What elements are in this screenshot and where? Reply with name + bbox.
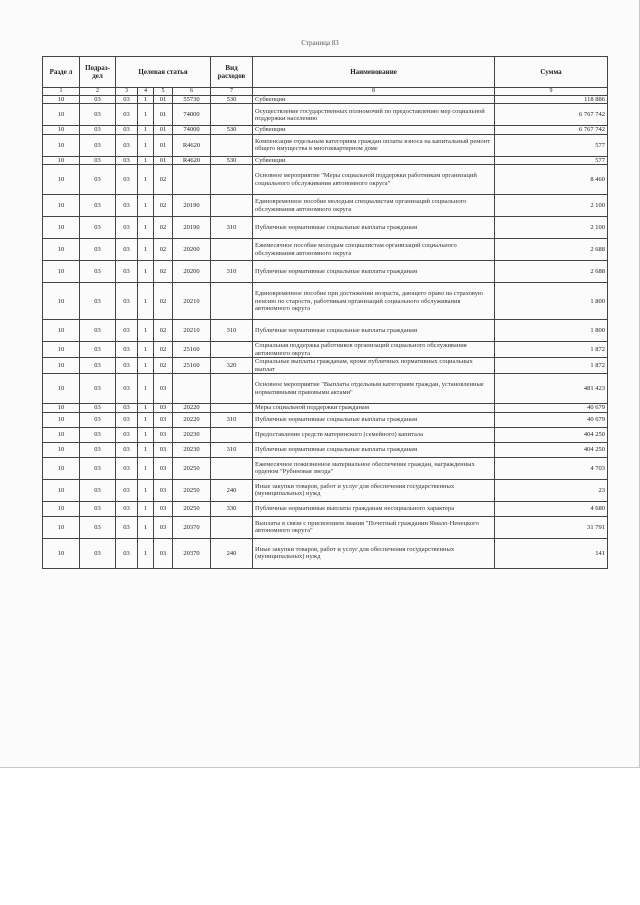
cs-event-cell: 02 bbox=[154, 195, 173, 217]
cs-event-cell: 03 bbox=[154, 501, 173, 516]
summa-cell: 6 767 742 bbox=[495, 104, 608, 126]
header-summa: Сумма bbox=[495, 57, 608, 88]
table-row bbox=[43, 342, 608, 358]
cs-program-cell: 03 bbox=[116, 516, 138, 538]
column-number: 5 bbox=[154, 88, 173, 96]
podrazdel-cell: 03 bbox=[80, 538, 116, 568]
cs-subprogram-cell: 1 bbox=[138, 516, 154, 538]
column-number-row bbox=[43, 88, 608, 96]
cs-direction-cell: 20370 bbox=[173, 538, 211, 568]
podrazdel-cell: 03 bbox=[80, 134, 116, 156]
razdel-cell: 10 bbox=[43, 134, 80, 156]
summa-cell: 481 423 bbox=[495, 374, 608, 404]
podrazdel-cell: 03 bbox=[80, 96, 116, 104]
cs-event-cell: 01 bbox=[154, 134, 173, 156]
cs-event-cell: 03 bbox=[154, 427, 173, 442]
cs-program-cell: 03 bbox=[116, 457, 138, 479]
table-row bbox=[43, 126, 608, 134]
razdel-cell: 10 bbox=[43, 457, 80, 479]
cs-program-cell: 03 bbox=[116, 412, 138, 427]
cs-direction-cell: R4620 bbox=[173, 156, 211, 164]
podrazdel-cell: 03 bbox=[80, 165, 116, 195]
cs-direction-cell: 74000 bbox=[173, 104, 211, 126]
cs-program-cell: 03 bbox=[116, 96, 138, 104]
podrazdel-cell: 03 bbox=[80, 126, 116, 134]
cs-direction-cell: 20190 bbox=[173, 217, 211, 239]
razdel-cell: 10 bbox=[43, 165, 80, 195]
naimenovanie-cell: Иные закупки товаров, работ и услуг для обеспечения государственных (муниципальных) нужд bbox=[253, 479, 495, 501]
budget-table bbox=[42, 56, 608, 569]
cs-subprogram-cell: 1 bbox=[138, 479, 154, 501]
razdel-cell: 10 bbox=[43, 342, 80, 358]
cs-direction-cell: 55730 bbox=[173, 96, 211, 104]
naimenovanie-cell: Ежемесячное пособие молодым специалистам организаций социального обслуживания автономного округа bbox=[253, 239, 495, 261]
table-row bbox=[43, 404, 608, 412]
cs-program-cell: 03 bbox=[116, 442, 138, 457]
summa-cell: 4 703 bbox=[495, 457, 608, 479]
summa-cell: 2 100 bbox=[495, 217, 608, 239]
cs-direction-cell: 20190 bbox=[173, 195, 211, 217]
summa-cell: 118 886 bbox=[495, 96, 608, 104]
cs-subprogram-cell: 1 bbox=[138, 412, 154, 427]
vid-rashodov-cell bbox=[211, 283, 253, 320]
cs-subprogram-cell: 1 bbox=[138, 156, 154, 164]
podrazdel-cell: 03 bbox=[80, 374, 116, 404]
cs-subprogram-cell: 1 bbox=[138, 165, 154, 195]
cs-event-cell: 03 bbox=[154, 412, 173, 427]
naimenovanie-cell: Субвенции bbox=[253, 156, 495, 164]
cs-direction-cell: 20250 bbox=[173, 479, 211, 501]
razdel-cell: 10 bbox=[43, 96, 80, 104]
naimenovanie-cell: Единовременное пособие при достижении возраста, дающего право на страховую пенсию по старости, работникам организаций социального обслуживания автономного округа bbox=[253, 283, 495, 320]
razdel-cell: 10 bbox=[43, 217, 80, 239]
summa-cell: 4 680 bbox=[495, 501, 608, 516]
razdel-cell: 10 bbox=[43, 156, 80, 164]
podrazdel-cell: 03 bbox=[80, 320, 116, 342]
razdel-cell: 10 bbox=[43, 239, 80, 261]
cs-subprogram-cell: 1 bbox=[138, 195, 154, 217]
razdel-cell: 10 bbox=[43, 283, 80, 320]
naimenovanie-cell: Ежемесячное пожизненное материальное обеспечение граждан, награжденных орденом "Рубиновая звезда" bbox=[253, 457, 495, 479]
naimenovanie-cell: Публичные нормативные социальные выплаты гражданам bbox=[253, 261, 495, 283]
table-row bbox=[43, 96, 608, 104]
summa-cell: 404 250 bbox=[495, 442, 608, 457]
cs-event-cell: 02 bbox=[154, 342, 173, 358]
cs-event-cell: 01 bbox=[154, 156, 173, 164]
table-row bbox=[43, 427, 608, 442]
column-number: 3 bbox=[116, 88, 138, 96]
cs-subprogram-cell: 1 bbox=[138, 358, 154, 374]
cs-program-cell: 03 bbox=[116, 261, 138, 283]
table-row bbox=[43, 195, 608, 217]
table-row bbox=[43, 239, 608, 261]
column-number: 1 bbox=[43, 88, 80, 96]
cs-program-cell: 03 bbox=[116, 358, 138, 374]
vid-rashodov-cell bbox=[211, 342, 253, 358]
column-number: 8 bbox=[253, 88, 495, 96]
header-podrazdel: Подраз- дел bbox=[80, 57, 116, 88]
cs-direction-cell bbox=[173, 374, 211, 404]
cs-subprogram-cell: 1 bbox=[138, 217, 154, 239]
summa-cell: 40 679 bbox=[495, 404, 608, 412]
column-number: 4 bbox=[138, 88, 154, 96]
summa-cell: 577 bbox=[495, 156, 608, 164]
naimenovanie-cell: Публичные нормативные выплаты гражданам несоциального характера bbox=[253, 501, 495, 516]
podrazdel-cell: 03 bbox=[80, 427, 116, 442]
razdel-cell: 10 bbox=[43, 442, 80, 457]
cs-subprogram-cell: 1 bbox=[138, 538, 154, 568]
column-number: 7 bbox=[211, 88, 253, 96]
cs-program-cell: 03 bbox=[116, 217, 138, 239]
summa-cell: 6 767 742 bbox=[495, 126, 608, 134]
podrazdel-cell: 03 bbox=[80, 442, 116, 457]
vid-rashodov-cell bbox=[211, 239, 253, 261]
cs-direction-cell: 20230 bbox=[173, 427, 211, 442]
cs-direction-cell: 25160 bbox=[173, 358, 211, 374]
vid-rashodov-cell bbox=[211, 165, 253, 195]
cs-direction-cell: 20370 bbox=[173, 516, 211, 538]
cs-event-cell: 01 bbox=[154, 126, 173, 134]
vid-rashodov-cell: 530 bbox=[211, 156, 253, 164]
cs-direction-cell: 20210 bbox=[173, 320, 211, 342]
razdel-cell: 10 bbox=[43, 320, 80, 342]
vid-rashodov-cell bbox=[211, 404, 253, 412]
podrazdel-cell: 03 bbox=[80, 412, 116, 427]
naimenovanie-cell: Публичные нормативные социальные выплаты гражданам bbox=[253, 442, 495, 457]
cs-event-cell: 02 bbox=[154, 320, 173, 342]
column-number: 2 bbox=[80, 88, 116, 96]
cs-event-cell: 01 bbox=[154, 104, 173, 126]
naimenovanie-cell: Субвенции bbox=[253, 96, 495, 104]
cs-program-cell: 03 bbox=[116, 479, 138, 501]
naimenovanie-cell: Осуществление государственных полномочий по предоставлению мер социальной поддержки населению bbox=[253, 104, 495, 126]
cs-direction-cell: 20200 bbox=[173, 239, 211, 261]
cs-program-cell: 03 bbox=[116, 404, 138, 412]
naimenovanie-cell: Публичные нормативные социальные выплаты гражданам bbox=[253, 217, 495, 239]
vid-rashodov-cell: 310 bbox=[211, 261, 253, 283]
podrazdel-cell: 03 bbox=[80, 261, 116, 283]
cs-event-cell: 02 bbox=[154, 217, 173, 239]
cs-subprogram-cell: 1 bbox=[138, 261, 154, 283]
cs-subprogram-cell: 1 bbox=[138, 283, 154, 320]
razdel-cell: 10 bbox=[43, 479, 80, 501]
table-row bbox=[43, 165, 608, 195]
naimenovanie-cell: Компенсация отдельным категориям граждан оплаты взноса на капитальный ремонт общего имущества в многоквартирном доме bbox=[253, 134, 495, 156]
podrazdel-cell: 03 bbox=[80, 479, 116, 501]
cs-subprogram-cell: 1 bbox=[138, 239, 154, 261]
podrazdel-cell: 03 bbox=[80, 358, 116, 374]
cs-subprogram-cell: 1 bbox=[138, 457, 154, 479]
summa-cell: 1 872 bbox=[495, 342, 608, 358]
cs-direction-cell: 20210 bbox=[173, 283, 211, 320]
summa-cell: 404 250 bbox=[495, 427, 608, 442]
cs-program-cell: 03 bbox=[116, 427, 138, 442]
header-celevaya-statya: Целевая статья bbox=[116, 57, 211, 88]
vid-rashodov-cell bbox=[211, 374, 253, 404]
table-row bbox=[43, 374, 608, 404]
podrazdel-cell: 03 bbox=[80, 104, 116, 126]
naimenovanie-cell: Основное мероприятие "Выплаты отдельным категориям граждан, установленные нормативными правовыми актами" bbox=[253, 374, 495, 404]
cs-subprogram-cell: 1 bbox=[138, 96, 154, 104]
cs-subprogram-cell: 1 bbox=[138, 342, 154, 358]
podrazdel-cell: 03 bbox=[80, 342, 116, 358]
cs-subprogram-cell: 1 bbox=[138, 126, 154, 134]
table-row bbox=[43, 261, 608, 283]
cs-event-cell: 01 bbox=[154, 96, 173, 104]
cs-event-cell: 03 bbox=[154, 404, 173, 412]
page-number: Страница 83 bbox=[301, 39, 339, 47]
cs-direction-cell: 25160 bbox=[173, 342, 211, 358]
razdel-cell: 10 bbox=[43, 358, 80, 374]
cs-program-cell: 03 bbox=[116, 195, 138, 217]
table-row bbox=[43, 358, 608, 374]
cs-program-cell: 03 bbox=[116, 126, 138, 134]
cs-program-cell: 03 bbox=[116, 165, 138, 195]
cs-subprogram-cell: 1 bbox=[138, 427, 154, 442]
podrazdel-cell: 03 bbox=[80, 156, 116, 164]
vid-rashodov-cell bbox=[211, 427, 253, 442]
cs-subprogram-cell: 1 bbox=[138, 404, 154, 412]
naimenovanie-cell: Основное мероприятие "Меры социальной поддержки работникам организаций социального обслуживания автономного округа" bbox=[253, 165, 495, 195]
cs-program-cell: 03 bbox=[116, 134, 138, 156]
cs-program-cell: 03 bbox=[116, 374, 138, 404]
table-row bbox=[43, 217, 608, 239]
cs-program-cell: 03 bbox=[116, 538, 138, 568]
cs-direction-cell: 20220 bbox=[173, 404, 211, 412]
podrazdel-cell: 03 bbox=[80, 195, 116, 217]
razdel-cell: 10 bbox=[43, 427, 80, 442]
cs-event-cell: 03 bbox=[154, 538, 173, 568]
summa-cell: 141 bbox=[495, 538, 608, 568]
table-row bbox=[43, 479, 608, 501]
cs-program-cell: 03 bbox=[116, 283, 138, 320]
cs-direction-cell: 20250 bbox=[173, 501, 211, 516]
summa-cell: 8 460 bbox=[495, 165, 608, 195]
table-row bbox=[43, 516, 608, 538]
podrazdel-cell: 03 bbox=[80, 283, 116, 320]
naimenovanie-cell: Единовременное пособие молодым специалистам организаций социального обслуживания автономного округа bbox=[253, 195, 495, 217]
table-row bbox=[43, 442, 608, 457]
podrazdel-cell: 03 bbox=[80, 516, 116, 538]
table-row bbox=[43, 320, 608, 342]
cs-program-cell: 03 bbox=[116, 104, 138, 126]
vid-rashodov-cell bbox=[211, 104, 253, 126]
podrazdel-cell: 03 bbox=[80, 501, 116, 516]
cs-subprogram-cell: 1 bbox=[138, 104, 154, 126]
vid-rashodov-cell: 320 bbox=[211, 358, 253, 374]
summa-cell: 1 800 bbox=[495, 320, 608, 342]
razdel-cell: 10 bbox=[43, 501, 80, 516]
cs-subprogram-cell: 1 bbox=[138, 134, 154, 156]
vid-rashodov-cell bbox=[211, 195, 253, 217]
summa-cell: 2 100 bbox=[495, 195, 608, 217]
summa-cell: 23 bbox=[495, 479, 608, 501]
summa-cell: 1 872 bbox=[495, 358, 608, 374]
vid-rashodov-cell: 310 bbox=[211, 412, 253, 427]
vid-rashodov-cell: 310 bbox=[211, 217, 253, 239]
naimenovanie-cell: Меры социальной поддержки гражданам bbox=[253, 404, 495, 412]
vid-rashodov-cell bbox=[211, 457, 253, 479]
cs-direction-cell: 74000 bbox=[173, 126, 211, 134]
cs-program-cell: 03 bbox=[116, 342, 138, 358]
table-row bbox=[43, 283, 608, 320]
summa-cell: 31 791 bbox=[495, 516, 608, 538]
naimenovanie-cell: Предоставление средств материнского (семейного) капитала bbox=[253, 427, 495, 442]
cs-direction-cell: 20250 bbox=[173, 457, 211, 479]
cs-program-cell: 03 bbox=[116, 156, 138, 164]
naimenovanie-cell: Публичные нормативные социальные выплаты гражданам bbox=[253, 412, 495, 427]
razdel-cell: 10 bbox=[43, 412, 80, 427]
cs-subprogram-cell: 1 bbox=[138, 320, 154, 342]
cs-event-cell: 02 bbox=[154, 165, 173, 195]
vid-rashodov-cell: 310 bbox=[211, 320, 253, 342]
summa-cell: 2 688 bbox=[495, 261, 608, 283]
razdel-cell: 10 bbox=[43, 104, 80, 126]
cs-program-cell: 03 bbox=[116, 501, 138, 516]
vid-rashodov-cell: 530 bbox=[211, 126, 253, 134]
vid-rashodov-cell: 530 bbox=[211, 96, 253, 104]
razdel-cell: 10 bbox=[43, 261, 80, 283]
summa-cell: 577 bbox=[495, 134, 608, 156]
table-row bbox=[43, 134, 608, 156]
podrazdel-cell: 03 bbox=[80, 457, 116, 479]
summa-cell: 40 679 bbox=[495, 412, 608, 427]
column-number: 6 bbox=[173, 88, 211, 96]
header-vid-rashodov: Вид расходов bbox=[211, 57, 253, 88]
cs-event-cell: 02 bbox=[154, 358, 173, 374]
table-row bbox=[43, 104, 608, 126]
cs-program-cell: 03 bbox=[116, 320, 138, 342]
cs-event-cell: 02 bbox=[154, 283, 173, 320]
cs-subprogram-cell: 1 bbox=[138, 501, 154, 516]
cs-direction-cell: 20230 bbox=[173, 442, 211, 457]
razdel-cell: 10 bbox=[43, 374, 80, 404]
naimenovanie-cell: Социальные выплаты гражданам, кроме публичных нормативных социальных выплат bbox=[253, 358, 495, 374]
naimenovanie-cell: Выплаты в связи с присвоением звания "Почетный гражданин Ямало-Ненецкого автономного округа" bbox=[253, 516, 495, 538]
cs-direction-cell: R4620 bbox=[173, 134, 211, 156]
razdel-cell: 10 bbox=[43, 516, 80, 538]
vid-rashodov-cell: 240 bbox=[211, 538, 253, 568]
header-razdel: Разде л bbox=[43, 57, 80, 88]
table-row bbox=[43, 412, 608, 427]
vid-rashodov-cell bbox=[211, 516, 253, 538]
razdel-cell: 10 bbox=[43, 126, 80, 134]
table-row bbox=[43, 457, 608, 479]
cs-event-cell: 02 bbox=[154, 261, 173, 283]
naimenovanie-cell: Иные закупки товаров, работ и услуг для обеспечения государственных (муниципальных) нужд bbox=[253, 538, 495, 568]
cs-direction-cell: 20220 bbox=[173, 412, 211, 427]
cs-event-cell: 03 bbox=[154, 479, 173, 501]
table-row bbox=[43, 538, 608, 568]
vid-rashodov-cell: 330 bbox=[211, 501, 253, 516]
header-row bbox=[43, 57, 608, 88]
vid-rashodov-cell: 240 bbox=[211, 479, 253, 501]
cs-event-cell: 03 bbox=[154, 374, 173, 404]
summa-cell: 2 688 bbox=[495, 239, 608, 261]
podrazdel-cell: 03 bbox=[80, 217, 116, 239]
razdel-cell: 10 bbox=[43, 538, 80, 568]
vid-rashodov-cell bbox=[211, 134, 253, 156]
summa-cell: 1 800 bbox=[495, 283, 608, 320]
table-row bbox=[43, 501, 608, 516]
razdel-cell: 10 bbox=[43, 404, 80, 412]
naimenovanie-cell: Субвенции bbox=[253, 126, 495, 134]
podrazdel-cell: 03 bbox=[80, 404, 116, 412]
column-number: 9 bbox=[495, 88, 608, 96]
naimenovanie-cell: Публичные нормативные социальные выплаты гражданам bbox=[253, 320, 495, 342]
podrazdel-cell: 03 bbox=[80, 239, 116, 261]
cs-subprogram-cell: 1 bbox=[138, 374, 154, 404]
cs-direction-cell bbox=[173, 165, 211, 195]
cs-subprogram-cell: 1 bbox=[138, 442, 154, 457]
cs-event-cell: 03 bbox=[154, 457, 173, 479]
naimenovanie-cell: Социальная поддержка работников организаций социального обслуживания автономного округа bbox=[253, 342, 495, 358]
table-row bbox=[43, 156, 608, 164]
razdel-cell: 10 bbox=[43, 195, 80, 217]
header-naimenovanie: Наименование bbox=[253, 57, 495, 88]
vid-rashodov-cell: 310 bbox=[211, 442, 253, 457]
cs-event-cell: 02 bbox=[154, 239, 173, 261]
cs-event-cell: 03 bbox=[154, 442, 173, 457]
cs-direction-cell: 20200 bbox=[173, 261, 211, 283]
cs-program-cell: 03 bbox=[116, 239, 138, 261]
cs-event-cell: 03 bbox=[154, 516, 173, 538]
